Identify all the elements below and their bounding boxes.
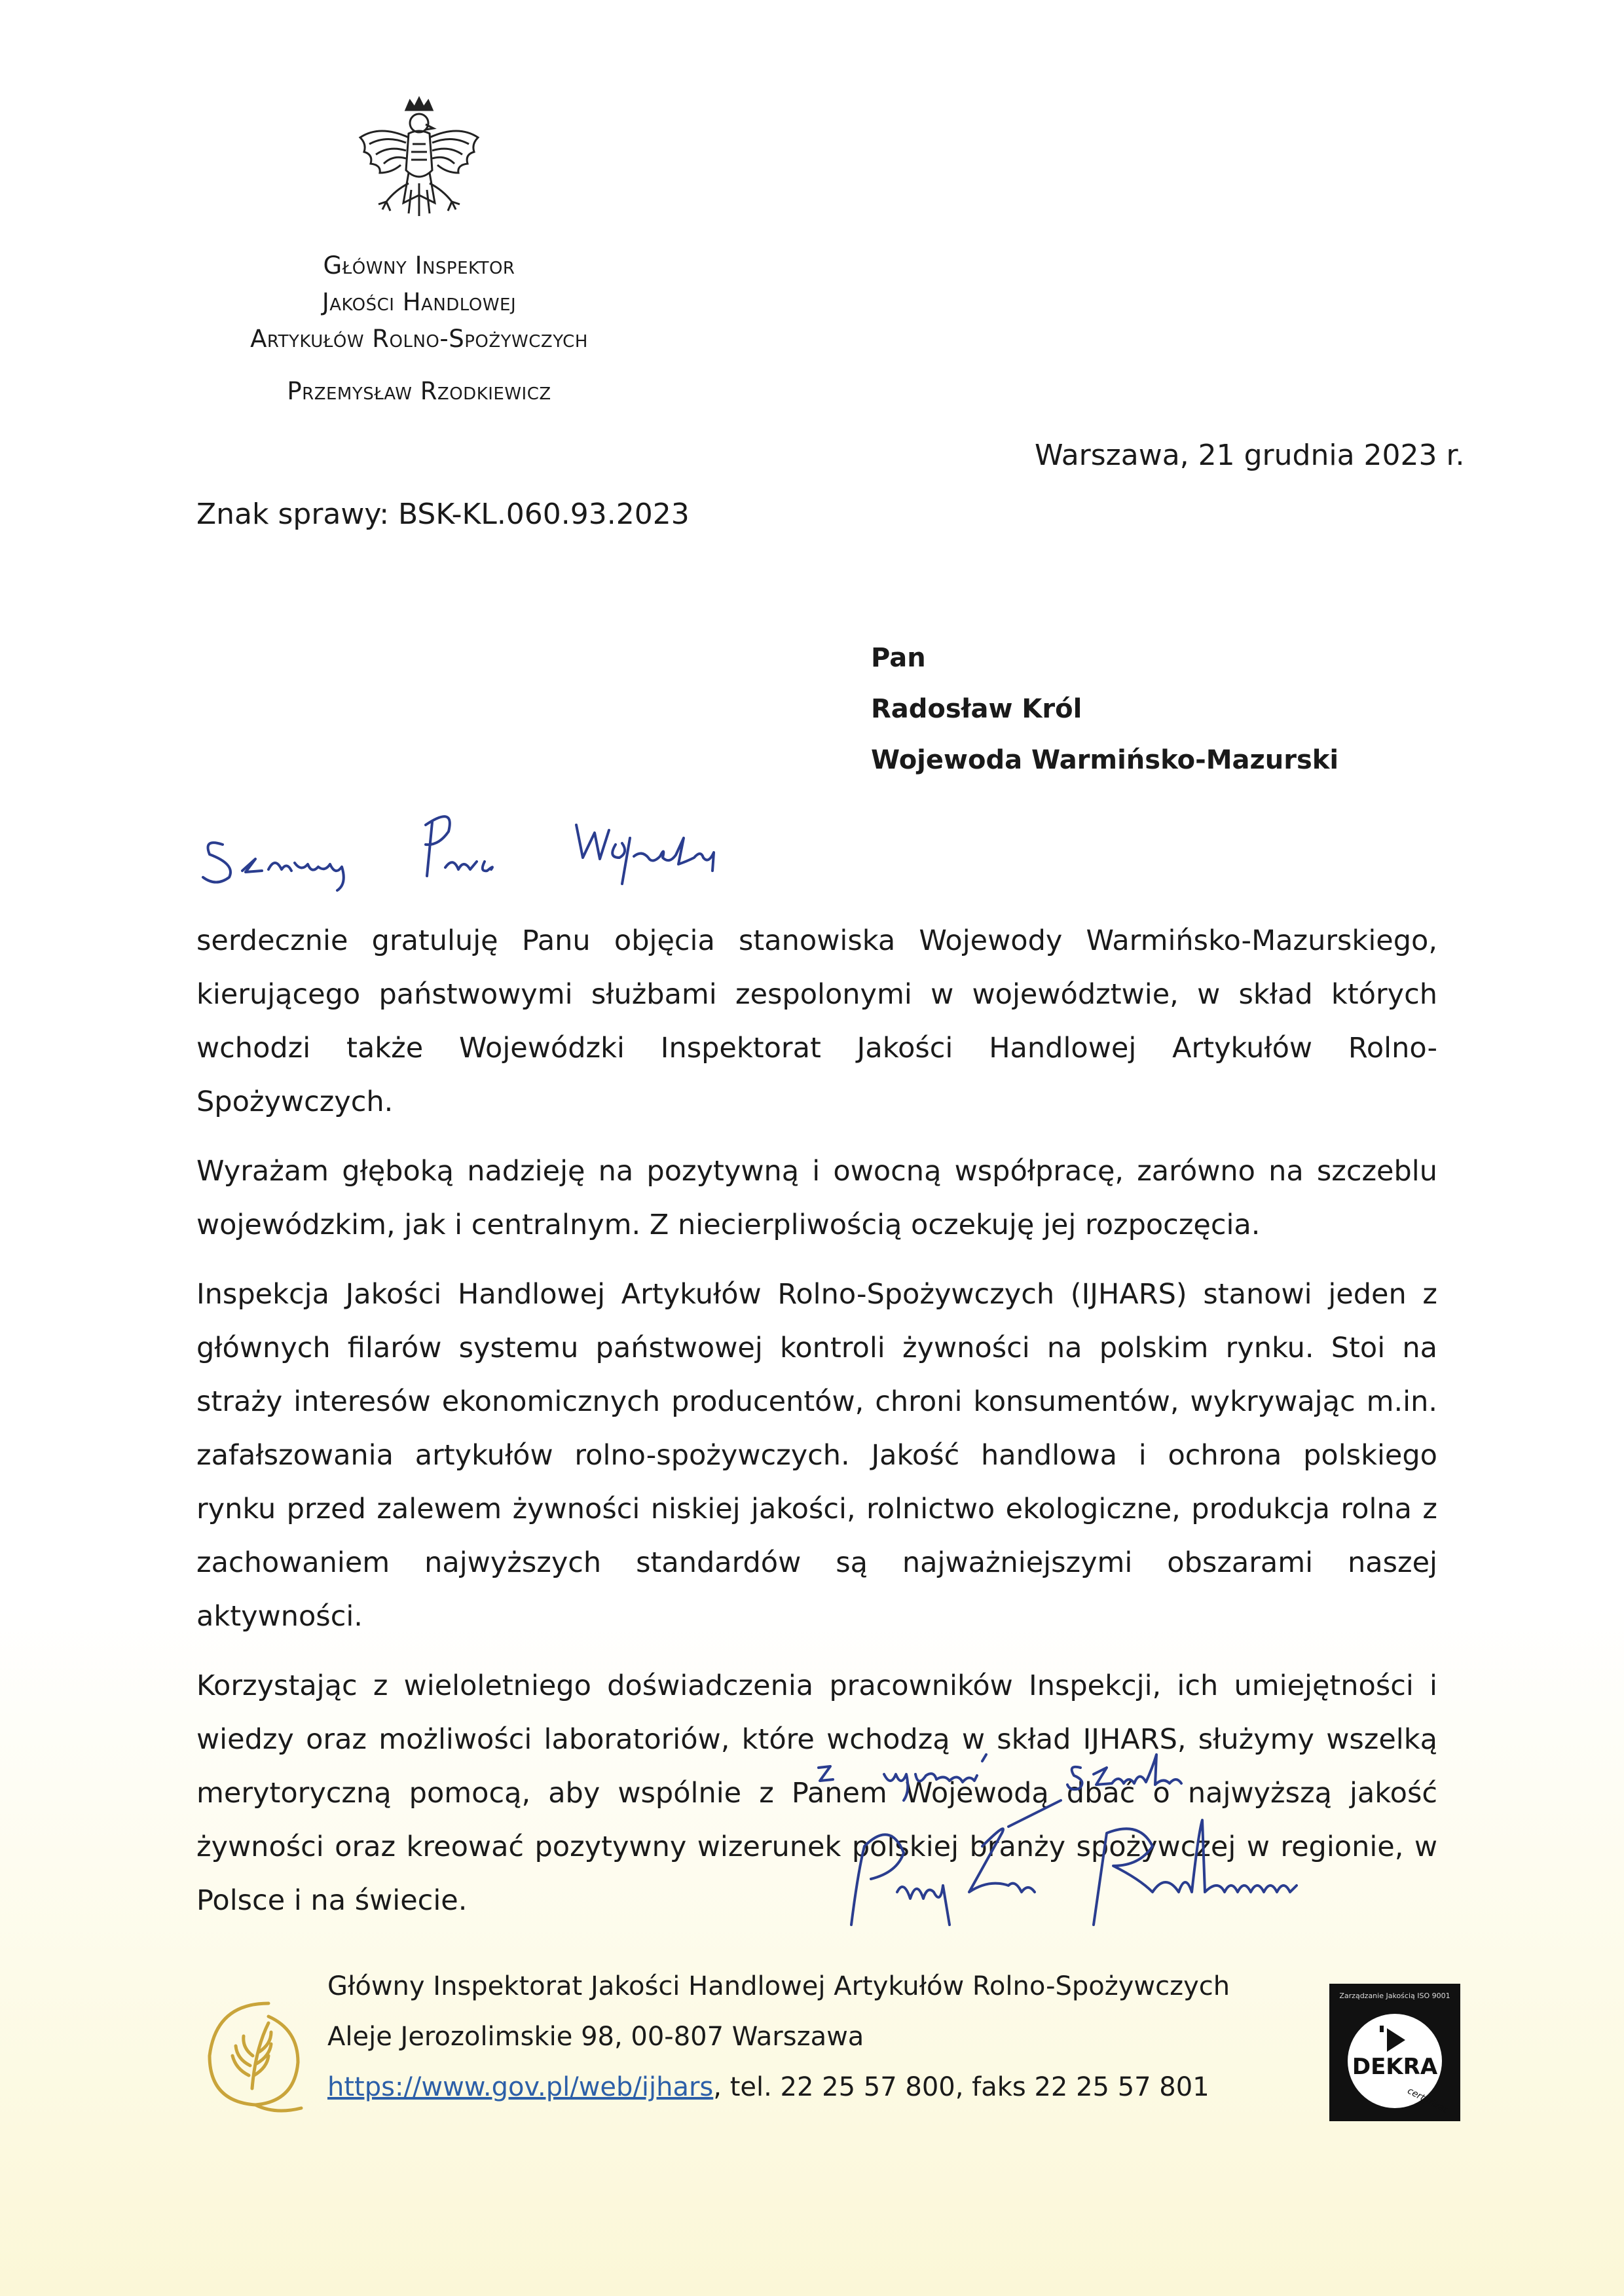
- footer-phone-fax: , tel. 22 25 57 800, faks 22 25 57 801: [713, 2072, 1209, 2102]
- body-paragraph-1: serdecznie gratuluję Panu objęcia stanowiska Wojewody Warmińsko-Mazurskiego, kierującego państwowymi służbami zespolonymi w województwie, w skład których wchodzi także Wojewódzki Inspektorat Jakości Handlowej Artykułów Rolno-Spożywczych.: [196, 924, 1437, 1118]
- recipient-block: [871, 632, 1338, 786]
- dekra-brand: DEKRA: [1352, 2054, 1438, 2080]
- issuer-title-line-3: Artykułów Rolno-Spożywczych: [250, 325, 588, 353]
- issuer-title-line-2: Jakości Handlowej: [322, 288, 517, 316]
- issuer-header: [164, 247, 674, 410]
- body-paragraph-2: Wyrażam głęboką nadzieję na pozytywną i owocną współpracę, zarówno na szczeblu wojewódzkim, jak i centralnym. Z niecierpliwością oczekuję jej rozpoczęcia.: [196, 1155, 1437, 1241]
- letter-date: Warszawa, 21 grudnia 2023 r.: [1035, 439, 1465, 472]
- handwritten-signature: [812, 1794, 1349, 1938]
- ijhars-logo-icon: [190, 1990, 314, 2121]
- footer-organization: Główny Inspektorat Jakości Handlowej Artykułów Rolno-Spożywczych: [327, 1971, 1230, 2001]
- dekra-top-text: Zarządzanie Jakością ISO 9001: [1339, 1992, 1450, 2000]
- footer-website-link[interactable]: https://www.gov.pl/web/ijhars: [327, 2072, 714, 2102]
- body-paragraph-3: Inspekcja Jakości Handlowej Artykułów Rolno-Spożywczych (IJHARS) stanowi jeden z głównych filarów systemu państwowej kontroli żywności na polskim rynku. Stoi na straży interesów ekonomicznych producentów, chroni konsumentów, wykrywając m.in. zafałszowania artykułów rolno-spożywczych. Jakość handlowa i ochrona polskiego rynku przed zalewem żywności niskiej jakości, rolnictwo ekologiczne, produkcja rolna z zachowaniem najwyższych standardów są najważniejszymi obszarami naszej aktywności.: [196, 1278, 1437, 1633]
- case-reference: Znak sprawy: BSK-KL.060.93.2023: [196, 498, 690, 531]
- body-paragraph-4: Korzystając z wieloletniego doświadczenia pracowników Inspekcji, ich umiejętności i wiedzy oraz możliwości laboratoriów, które wchodzą w skład IJHARS, służymy wszelką merytoryczną pomocą, aby wspólnie z Panem Wojewodą dbać o najwyższą jakość żywności oraz kreować pozytywny wizerunek polskiej branży spożywczej w regionie, w Polsce i na świecie.: [196, 1669, 1437, 1917]
- footer-contact-line: [327, 2062, 1230, 2113]
- footer-address: Aleje Jerozolimskie 98, 00-807 Warszawa: [327, 2022, 864, 2052]
- recipient-line-2: Radosław Król: [871, 694, 1082, 724]
- dekra-bottom-text: certyfikat: [1405, 2085, 1450, 2116]
- issuer-name: Przemysław Rzodkiewicz: [287, 377, 551, 405]
- footer-contact: [327, 1961, 1230, 2113]
- polish-eagle-emblem-icon: [341, 92, 498, 249]
- handwritten-salutation: [196, 799, 982, 903]
- issuer-title-line-1: Główny Inspektor: [323, 251, 515, 280]
- recipient-line-3: Wojewoda Warmińsko-Mazurski: [871, 745, 1339, 775]
- recipient-line-1: Pan: [871, 643, 926, 673]
- dekra-certificate-badge-icon: [1329, 1984, 1460, 2121]
